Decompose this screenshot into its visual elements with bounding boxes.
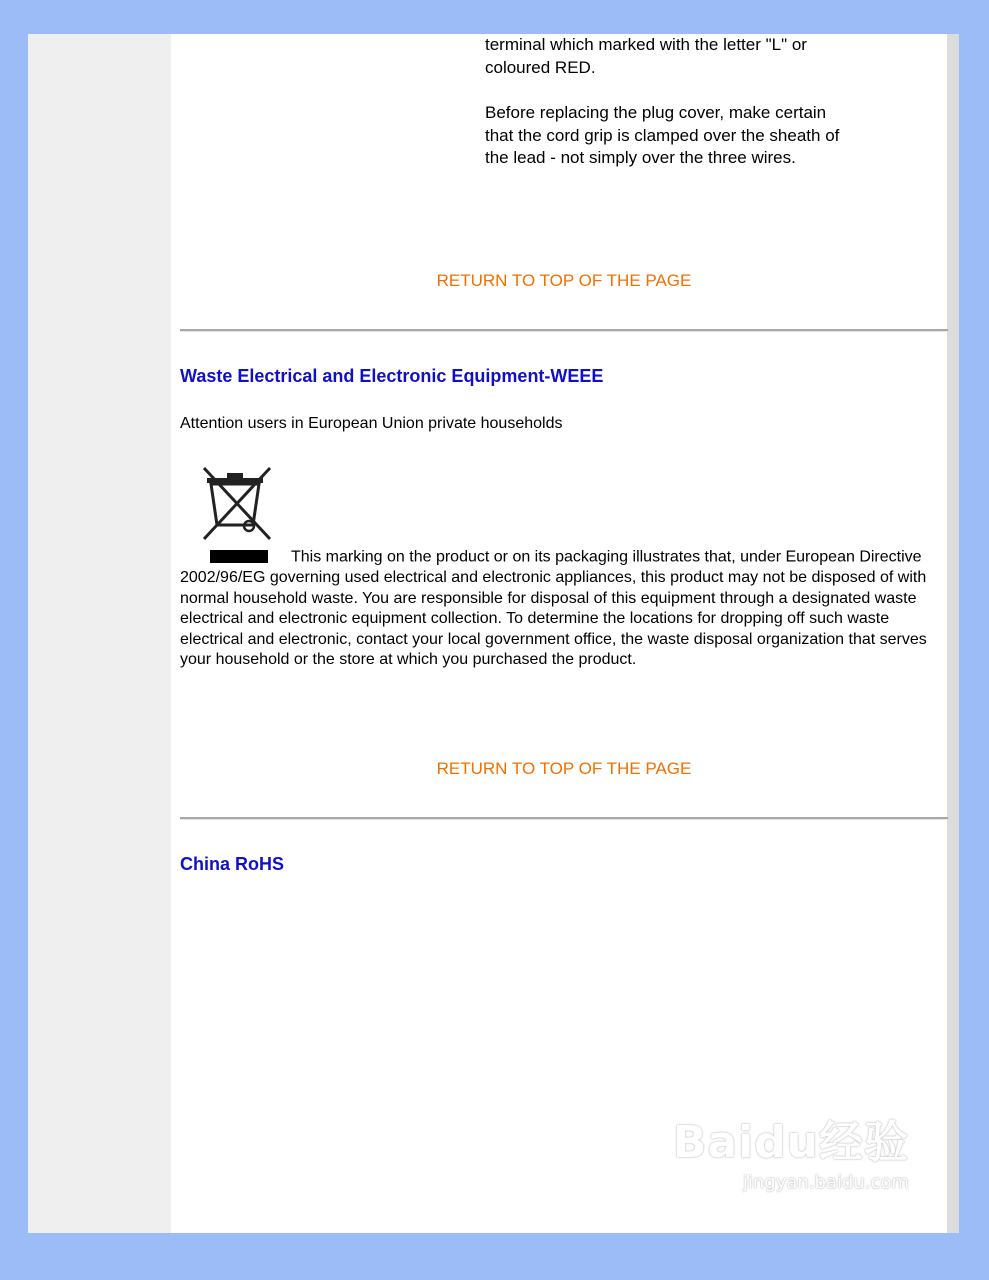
weee-attention-text: Attention users in European Union private households <box>180 415 563 432</box>
plug-cover-line-1: Before replacing the plug cover, make certain <box>485 103 827 122</box>
content-column <box>180 34 948 1233</box>
china-rohs-heading: China RoHS <box>180 854 285 874</box>
weee-heading: Waste Electrical and Electronic Equipment-WEEE <box>180 366 604 386</box>
section-divider-2 <box>180 817 948 820</box>
weee-paragraph <box>180 462 948 671</box>
baidu-watermark <box>673 1106 909 1193</box>
plug-cover-line-3: the lead - not simply over the three wires. <box>485 148 796 167</box>
plug-line-1: terminal which marked with the letter "L" or <box>485 35 807 54</box>
weee-body-text: This marking on the product or on its packaging illustrates that, under European Directive 2002/96/EG governing used electrical and electronic appliances, this product may not be disposed of with normal household waste. You are responsible for disposal of this equipment through a designated waste electrical and electronic equipment collection. To determine the locations for dropping off such waste electrical and electronic, contact your local government office, the waste disposal organization that serves your household or the store at which you purchased the product. <box>180 548 927 668</box>
right-edge <box>947 34 959 1233</box>
plug-wiring-text <box>485 34 885 79</box>
plug-cover-text <box>485 102 885 170</box>
crossed-out-wheelie-bin-icon <box>180 462 291 568</box>
plug-line-2: coloured RED. <box>485 57 596 77</box>
watermark-url: jingyan.baidu.com <box>742 1172 909 1193</box>
plug-cover-line-2: that the cord grip is clamped over the sheath of <box>485 125 840 145</box>
watermark-brand: Baidu经验 <box>672 1117 909 1168</box>
return-to-top-link-2[interactable]: RETURN TO TOP OF THE PAGE <box>436 759 692 778</box>
section-divider <box>180 329 948 332</box>
return-to-top-link[interactable]: RETURN TO TOP OF THE PAGE <box>436 271 692 290</box>
left-gutter <box>28 34 171 1233</box>
document-page <box>28 34 959 1233</box>
